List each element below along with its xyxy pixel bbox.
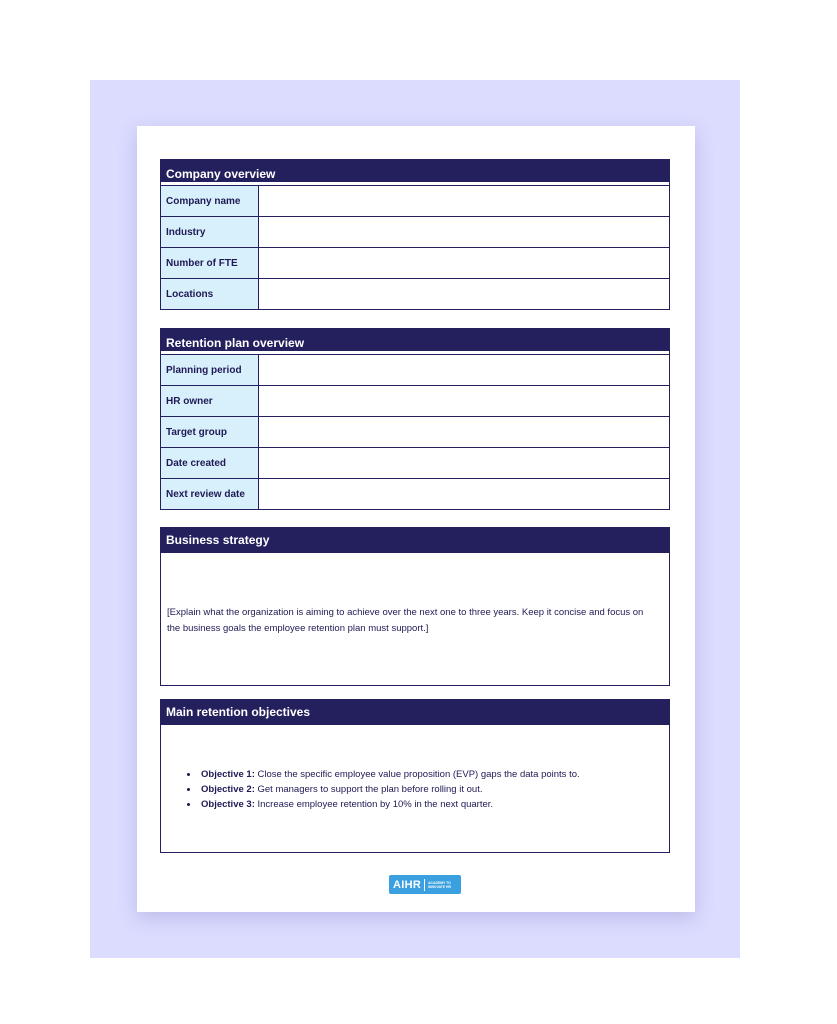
- company-overview-table: [160, 159, 670, 310]
- row-label: Number of FTE: [161, 248, 259, 278]
- hr-owner-field[interactable]: [259, 386, 669, 416]
- retention-plan-overview-table: [160, 328, 670, 510]
- retention-plan-overview-title: Retention plan overview: [161, 329, 669, 354]
- row-label: HR owner: [161, 386, 259, 416]
- main-retention-objectives-section: [160, 699, 670, 853]
- table-row: [161, 185, 669, 216]
- objective-text: Increase employee retention by 10% in the next quarter.: [257, 799, 494, 810]
- objective-text: Close the specific employee value proposition (EVP) gaps the data points to.: [257, 769, 580, 780]
- planning-period-field[interactable]: [259, 355, 669, 385]
- next-review-date-field[interactable]: [259, 479, 669, 509]
- table-row: [161, 478, 669, 509]
- industry-field[interactable]: [259, 217, 669, 247]
- table-row: [161, 447, 669, 478]
- table-row: [161, 416, 669, 447]
- aihr-logo: [389, 875, 461, 894]
- objectives-list: [161, 767, 580, 812]
- main-retention-objectives-title: Main retention objectives: [161, 700, 669, 725]
- row-label: Date created: [161, 448, 259, 478]
- row-label: Planning period: [161, 355, 259, 385]
- list-item[interactable]: [199, 797, 580, 812]
- logo-tagline-line-1: ACADEMY TO: [428, 880, 451, 885]
- business-strategy-title: Business strategy: [161, 528, 669, 553]
- logo-wordmark: AIHR: [393, 878, 422, 891]
- company-name-field[interactable]: [259, 186, 669, 216]
- row-label: Target group: [161, 417, 259, 447]
- business-strategy-text[interactable]: [Explain what the organization is aiming to achieve over the next one to three years. Keep it concise and focus on the business goals the employee retention plan must support.]: [167, 607, 644, 634]
- table-row: [161, 385, 669, 416]
- table-row: [161, 354, 669, 385]
- table-row: [161, 247, 669, 278]
- objective-label: Objective 1:: [201, 769, 255, 780]
- row-label: Locations: [161, 279, 259, 309]
- objective-label: Objective 2:: [201, 784, 255, 795]
- date-created-field[interactable]: [259, 448, 669, 478]
- table-row: [161, 278, 669, 309]
- number-of-fte-field[interactable]: [259, 248, 669, 278]
- objective-text: Get managers to support the plan before rolling it out.: [257, 784, 483, 795]
- target-group-field[interactable]: [259, 417, 669, 447]
- row-label: Company name: [161, 186, 259, 216]
- row-label: Industry: [161, 217, 259, 247]
- list-item[interactable]: [199, 782, 580, 797]
- document-page: [137, 126, 695, 912]
- business-strategy-section: [160, 527, 670, 686]
- row-label: Next review date: [161, 479, 259, 509]
- logo-tagline-line-2: INNOVATE HR: [428, 884, 451, 889]
- list-item[interactable]: [199, 767, 580, 782]
- objective-label: Objective 3:: [201, 799, 255, 810]
- table-row: [161, 216, 669, 247]
- locations-field[interactable]: [259, 279, 669, 309]
- company-overview-title: Company overview: [161, 160, 669, 185]
- logo-divider: [424, 879, 425, 891]
- logo-tagline: [428, 881, 451, 889]
